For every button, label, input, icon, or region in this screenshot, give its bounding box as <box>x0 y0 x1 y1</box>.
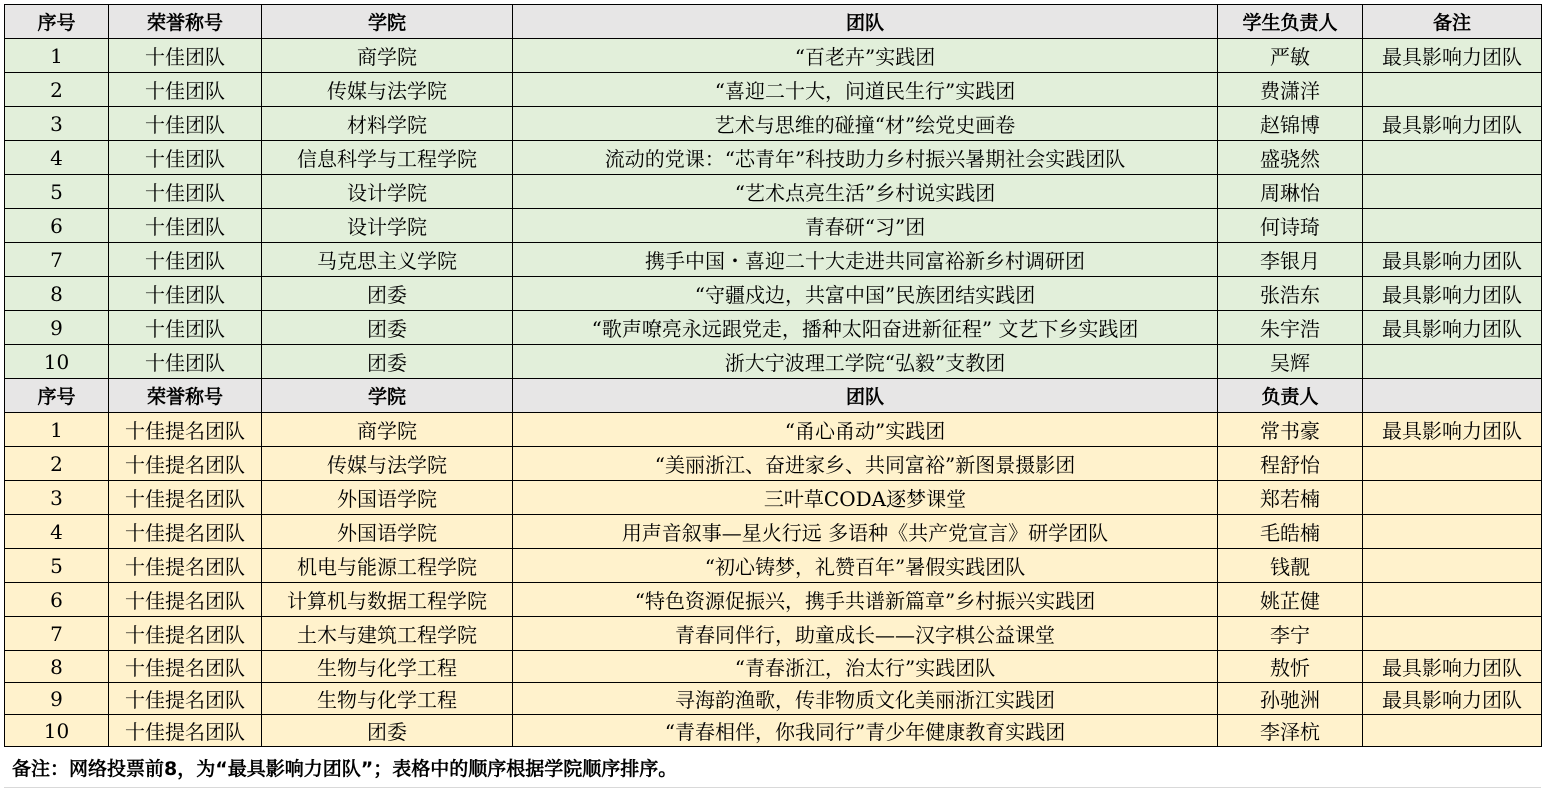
cell-no[interactable]: 2 <box>5 73 109 107</box>
cell-leader[interactable]: 何诗琦 <box>1218 209 1363 243</box>
cell-note[interactable] <box>1363 209 1542 243</box>
table-row <box>5 243 1542 277</box>
cell-college[interactable]: 团委 <box>262 277 513 311</box>
cell-note[interactable] <box>1363 175 1542 209</box>
cell-honor[interactable]: 十佳提名团队 <box>109 651 262 683</box>
cell-team[interactable]: 三叶草CODA逐梦课堂 <box>513 481 1218 515</box>
cell-college[interactable]: 材料学院 <box>262 107 513 141</box>
header-cell[interactable]: 荣誉称号 <box>109 5 262 39</box>
cell-note[interactable]: 最具影响力团队 <box>1363 107 1542 141</box>
cell-note[interactable]: 最具影响力团队 <box>1363 243 1542 277</box>
header-cell[interactable] <box>1363 379 1542 413</box>
cell-leader[interactable]: 程舒怡 <box>1218 447 1363 481</box>
cell-team[interactable]: “青春浙江，治太行”实践团队 <box>513 651 1218 683</box>
cell-college[interactable]: 马克思主义学院 <box>262 243 513 277</box>
table-row <box>5 107 1542 141</box>
cell-leader[interactable]: 张浩东 <box>1218 277 1363 311</box>
table-row <box>5 715 1542 747</box>
cell-college[interactable]: 计算机与数据工程学院 <box>262 583 513 617</box>
cell-college[interactable]: 外国语学院 <box>262 515 513 549</box>
cell-no[interactable]: 7 <box>5 243 109 277</box>
cell-college[interactable]: 生物与化学工程 <box>262 651 513 683</box>
header-cell[interactable]: 序号 <box>5 5 109 39</box>
cell-college[interactable]: 信息科学与工程学院 <box>262 141 513 175</box>
cell-note[interactable] <box>1363 345 1542 379</box>
cell-no[interactable]: 5 <box>5 549 109 583</box>
header-cell[interactable]: 序号 <box>5 379 109 413</box>
header-cell[interactable]: 团队 <box>513 5 1218 39</box>
header-cell[interactable]: 团队 <box>513 379 1218 413</box>
table-row <box>5 39 1542 73</box>
cell-no[interactable]: 4 <box>5 141 109 175</box>
cell-honor[interactable]: 十佳团队 <box>109 243 262 277</box>
table-row <box>5 481 1542 515</box>
cell-team[interactable]: 流动的党课：“芯青年”科技助力乡村振兴暑期社会实践团队 <box>513 141 1218 175</box>
cell-honor[interactable]: 十佳提名团队 <box>109 481 262 515</box>
cell-team[interactable]: 艺术与思维的碰撞“材”绘党史画卷 <box>513 107 1218 141</box>
cell-college[interactable]: 生物与化学工程 <box>262 683 513 715</box>
cell-leader[interactable]: 毛皓楠 <box>1218 515 1363 549</box>
cell-leader[interactable]: 敖忻 <box>1218 651 1363 683</box>
cell-leader[interactable]: 李宁 <box>1218 617 1363 651</box>
cell-honor[interactable]: 十佳提名团队 <box>109 413 262 447</box>
cell-college[interactable]: 设计学院 <box>262 175 513 209</box>
cell-team[interactable]: “青春相伴，你我同行”青少年健康教育实践团 <box>513 715 1218 747</box>
cell-team[interactable]: “守疆戍边，共富中国”民族团结实践团 <box>513 277 1218 311</box>
cell-leader[interactable]: 李泽杭 <box>1218 715 1363 747</box>
header-cell[interactable]: 荣誉称号 <box>109 379 262 413</box>
cell-team[interactable]: “喜迎二十大，问道民生行”实践团 <box>513 73 1218 107</box>
cell-honor[interactable]: 十佳团队 <box>109 345 262 379</box>
cell-leader[interactable]: 常书豪 <box>1218 413 1363 447</box>
cell-no[interactable]: 9 <box>5 311 109 345</box>
cell-note[interactable] <box>1363 617 1542 651</box>
cell-college[interactable]: 商学院 <box>262 39 513 73</box>
cell-note[interactable] <box>1363 73 1542 107</box>
cell-team[interactable]: 携手中国・喜迎二十大走进共同富裕新乡村调研团 <box>513 243 1218 277</box>
table-row <box>5 683 1542 715</box>
cell-college[interactable]: 设计学院 <box>262 209 513 243</box>
cell-no[interactable]: 10 <box>5 715 109 747</box>
header-row <box>5 5 1542 39</box>
table-row <box>5 311 1542 345</box>
cell-honor[interactable]: 十佳团队 <box>109 39 262 73</box>
table-row <box>5 515 1542 549</box>
cell-leader[interactable]: 郑若楠 <box>1218 481 1363 515</box>
cell-no[interactable]: 4 <box>5 515 109 549</box>
cell-note[interactable]: 最具影响力团队 <box>1363 311 1542 345</box>
cell-honor[interactable]: 十佳团队 <box>109 311 262 345</box>
cell-no[interactable]: 9 <box>5 683 109 715</box>
cell-note[interactable]: 最具影响力团队 <box>1363 39 1542 73</box>
table-row <box>5 73 1542 107</box>
cell-college[interactable]: 传媒与法学院 <box>262 73 513 107</box>
cell-honor[interactable]: 十佳团队 <box>109 175 262 209</box>
cell-no[interactable]: 3 <box>5 481 109 515</box>
cell-honor[interactable]: 十佳提名团队 <box>109 715 262 747</box>
cell-no[interactable]: 8 <box>5 651 109 683</box>
cell-note[interactable] <box>1363 481 1542 515</box>
cell-note[interactable] <box>1363 583 1542 617</box>
cell-team[interactable]: 浙大宁波理工学院“弘毅”支教团 <box>513 345 1218 379</box>
cell-honor[interactable]: 十佳团队 <box>109 107 262 141</box>
table-row <box>5 413 1542 447</box>
header-row <box>5 379 1542 413</box>
cell-college[interactable]: 传媒与法学院 <box>262 447 513 481</box>
footnote: 备注：网络投票前8，为“最具影响力团队”；表格中的顺序根据学院顺序排序。 <box>12 758 678 780</box>
cell-honor[interactable]: 十佳团队 <box>109 141 262 175</box>
cell-no[interactable]: 2 <box>5 447 109 481</box>
header-cell[interactable]: 学院 <box>262 5 513 39</box>
cell-note[interactable]: 最具影响力团队 <box>1363 651 1542 683</box>
cell-no[interactable]: 5 <box>5 175 109 209</box>
cell-honor[interactable]: 十佳提名团队 <box>109 683 262 715</box>
cell-leader[interactable]: 姚芷健 <box>1218 583 1363 617</box>
table-row <box>5 209 1542 243</box>
cell-team[interactable]: “歌声嘹亮永远跟党走，播种太阳奋进新征程” 文艺下乡实践团 <box>513 311 1218 345</box>
table-row <box>5 175 1542 209</box>
cell-no[interactable]: 8 <box>5 277 109 311</box>
row-divider <box>4 787 1541 788</box>
cell-leader[interactable]: 李银月 <box>1218 243 1363 277</box>
table-row <box>5 277 1542 311</box>
cell-college[interactable]: 商学院 <box>262 413 513 447</box>
cell-leader[interactable]: 严敏 <box>1218 39 1363 73</box>
cell-note[interactable] <box>1363 549 1542 583</box>
header-cell[interactable]: 学院 <box>262 379 513 413</box>
cell-team[interactable]: “艺术点亮生活”乡村说实践团 <box>513 175 1218 209</box>
cell-note[interactable]: 最具影响力团队 <box>1363 683 1542 715</box>
cell-team[interactable]: 青春同伴行，助童成长——汉字棋公益课堂 <box>513 617 1218 651</box>
cell-no[interactable]: 3 <box>5 107 109 141</box>
cell-college[interactable]: 土木与建筑工程学院 <box>262 617 513 651</box>
table-row <box>5 447 1542 481</box>
cell-note[interactable]: 最具影响力团队 <box>1363 277 1542 311</box>
table-row <box>5 651 1542 683</box>
cell-team[interactable]: “甬心甬动”实践团 <box>513 413 1218 447</box>
table-row <box>5 141 1542 175</box>
cell-team[interactable]: “初心铸梦，礼赞百年”暑假实践团队 <box>513 549 1218 583</box>
cell-leader[interactable]: 周琳怡 <box>1218 175 1363 209</box>
header-cell[interactable]: 备注 <box>1363 5 1542 39</box>
cell-no[interactable]: 1 <box>5 39 109 73</box>
cell-leader[interactable]: 孙驰洲 <box>1218 683 1363 715</box>
cell-no[interactable]: 6 <box>5 209 109 243</box>
cell-team[interactable]: 寻海韵渔歌，传非物质文化美丽浙江实践团 <box>513 683 1218 715</box>
cell-honor[interactable]: 十佳提名团队 <box>109 617 262 651</box>
cell-leader[interactable]: 赵锦博 <box>1218 107 1363 141</box>
cell-team[interactable]: 青春研“习”团 <box>513 209 1218 243</box>
cell-team[interactable]: “特色资源促振兴，携手共谱新篇章”乡村振兴实践团 <box>513 583 1218 617</box>
header-cell[interactable]: 学生负责人 <box>1218 5 1363 39</box>
honor-table <box>4 4 1542 747</box>
cell-team[interactable]: 用声音叙事—星火行远 多语种《共产党宣言》研学团队 <box>513 515 1218 549</box>
table-row <box>5 617 1542 651</box>
cell-no[interactable]: 7 <box>5 617 109 651</box>
cell-honor[interactable]: 十佳提名团队 <box>109 549 262 583</box>
cell-leader[interactable]: 吴辉 <box>1218 345 1363 379</box>
cell-honor[interactable]: 十佳提名团队 <box>109 583 262 617</box>
cell-college[interactable]: 外国语学院 <box>262 481 513 515</box>
cell-honor[interactable]: 十佳团队 <box>109 209 262 243</box>
cell-leader[interactable]: 盛骁然 <box>1218 141 1363 175</box>
cell-note[interactable] <box>1363 715 1542 747</box>
cell-note[interactable] <box>1363 141 1542 175</box>
cell-leader[interactable]: 钱靓 <box>1218 549 1363 583</box>
cell-team[interactable]: “美丽浙江、奋进家乡、共同富裕”新图景摄影团 <box>513 447 1218 481</box>
header-cell[interactable]: 负责人 <box>1218 379 1363 413</box>
cell-team[interactable]: “百老卉”实践团 <box>513 39 1218 73</box>
cell-honor[interactable]: 十佳提名团队 <box>109 515 262 549</box>
cell-no[interactable]: 1 <box>5 413 109 447</box>
cell-honor[interactable]: 十佳提名团队 <box>109 447 262 481</box>
cell-no[interactable]: 10 <box>5 345 109 379</box>
table-row <box>5 345 1542 379</box>
cell-honor[interactable]: 十佳团队 <box>109 73 262 107</box>
cell-leader[interactable]: 朱宇浩 <box>1218 311 1363 345</box>
cell-leader[interactable]: 费潇洋 <box>1218 73 1363 107</box>
table-row <box>5 583 1542 617</box>
cell-note[interactable]: 最具影响力团队 <box>1363 413 1542 447</box>
cell-college[interactable]: 团委 <box>262 345 513 379</box>
table-row <box>5 549 1542 583</box>
cell-college[interactable]: 团委 <box>262 715 513 747</box>
cell-no[interactable]: 6 <box>5 583 109 617</box>
cell-college[interactable]: 机电与能源工程学院 <box>262 549 513 583</box>
cell-note[interactable] <box>1363 447 1542 481</box>
cell-honor[interactable]: 十佳团队 <box>109 277 262 311</box>
cell-note[interactable] <box>1363 515 1542 549</box>
cell-college[interactable]: 团委 <box>262 311 513 345</box>
